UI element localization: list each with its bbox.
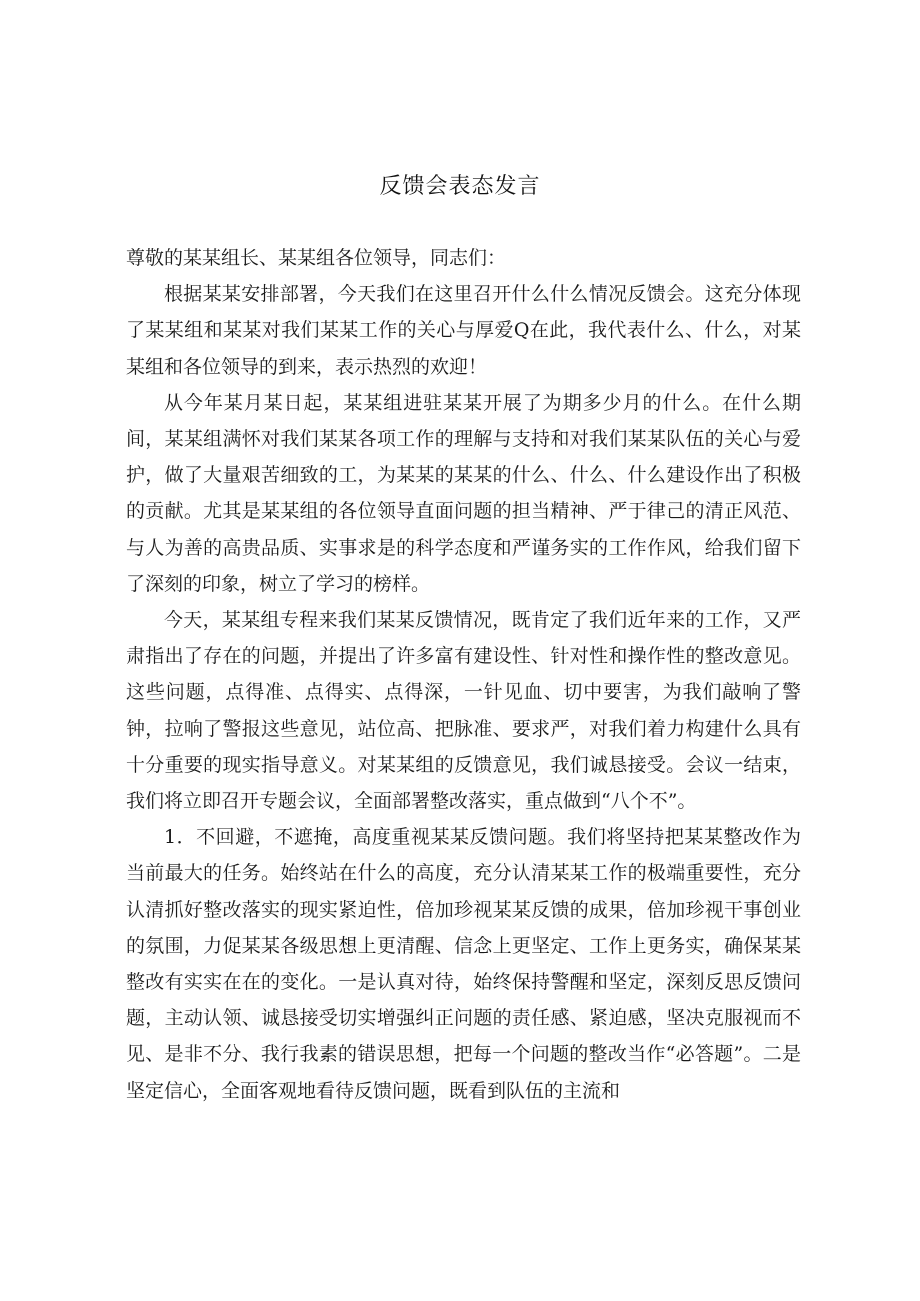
document-body bbox=[126, 240, 801, 1109]
document-title: 反馈会表态发言 bbox=[379, 174, 541, 199]
salutation: 尊敬的某某组长、某某组各位领导，同志们： bbox=[126, 247, 507, 269]
paragraph-background: 从今年某月某日起，某某组进驻某某开展了为期多少月的什么。在什么期间，某某组满怀对我们某某各项工作的理解与支持和对我们某某队伍的关心与爱护，做了大量艰苦细致的工，为某某的某某的什么、什么、什么建设作出了积极的贡献。尤其是某某组的各位领导直面问题的担当精神、严于律己的清正风范、与人为善的高贵品质、实事求是的科学态度和严谨务实的工作作风，给我们留下了深刻的印象，树立了学习的榜样。 bbox=[126, 391, 801, 595]
paragraph-feedback: 今天，某某组专程来我们某某反馈情况，既肯定了我们近年来的工作，又严肃指出了存在的问题，并提出了许多富有建设性、针对性和操作性的整改意见。这些问题，点得准、点得实、点得深，一针见血、切中要害，为我们敲响了警钟，拉响了警报这些意见，站位高、把脉准、要求严，对我们着力构建什么具有十分重要的现实指导意义。对某某组的反馈意见，我们诚恳接受。会议一结束，我们将立即召开专题会议，全面部署整改落实，重点做到“八个不”。 bbox=[126, 609, 801, 813]
paragraph-opening: 根据某某安排部署，今天我们在这里召开什么什么情况反馈会。这充分体现了某某组和某某对我们某某工作的关心与厚爱Q在此，我代表什么、什么，对某某组和各位领导的到来，表示热烈的欢迎！ bbox=[126, 283, 801, 378]
paragraph-point-1: 1．不回避，不遮掩，高度重视某某反馈问题。我们将坚持把某某整改作为当前最大的任务。始终站在什么的高度，充分认清某某工作的极端重要性，充分认清抓好整改落实的现实紧迫性，倍加珍视某某反馈的成果，倍加珍视干事创业的氛围，力促某某各级思想上更清醒、信念上更坚定、工作上更务实，确保某某整改有实实在在的变化。一是认真对待，始终保持警醒和坚定，深刻反思反馈问题，主动认领、诚恳接受切实增强纠正问题的责任感、紧迫感，坚决克服视而不见、是非不分、我行我素的错误思想，把每一个问题的整改当作“必答题”。二是坚定信心，全面客观地看待反馈问题，既看到队伍的主流和 bbox=[126, 826, 801, 1102]
